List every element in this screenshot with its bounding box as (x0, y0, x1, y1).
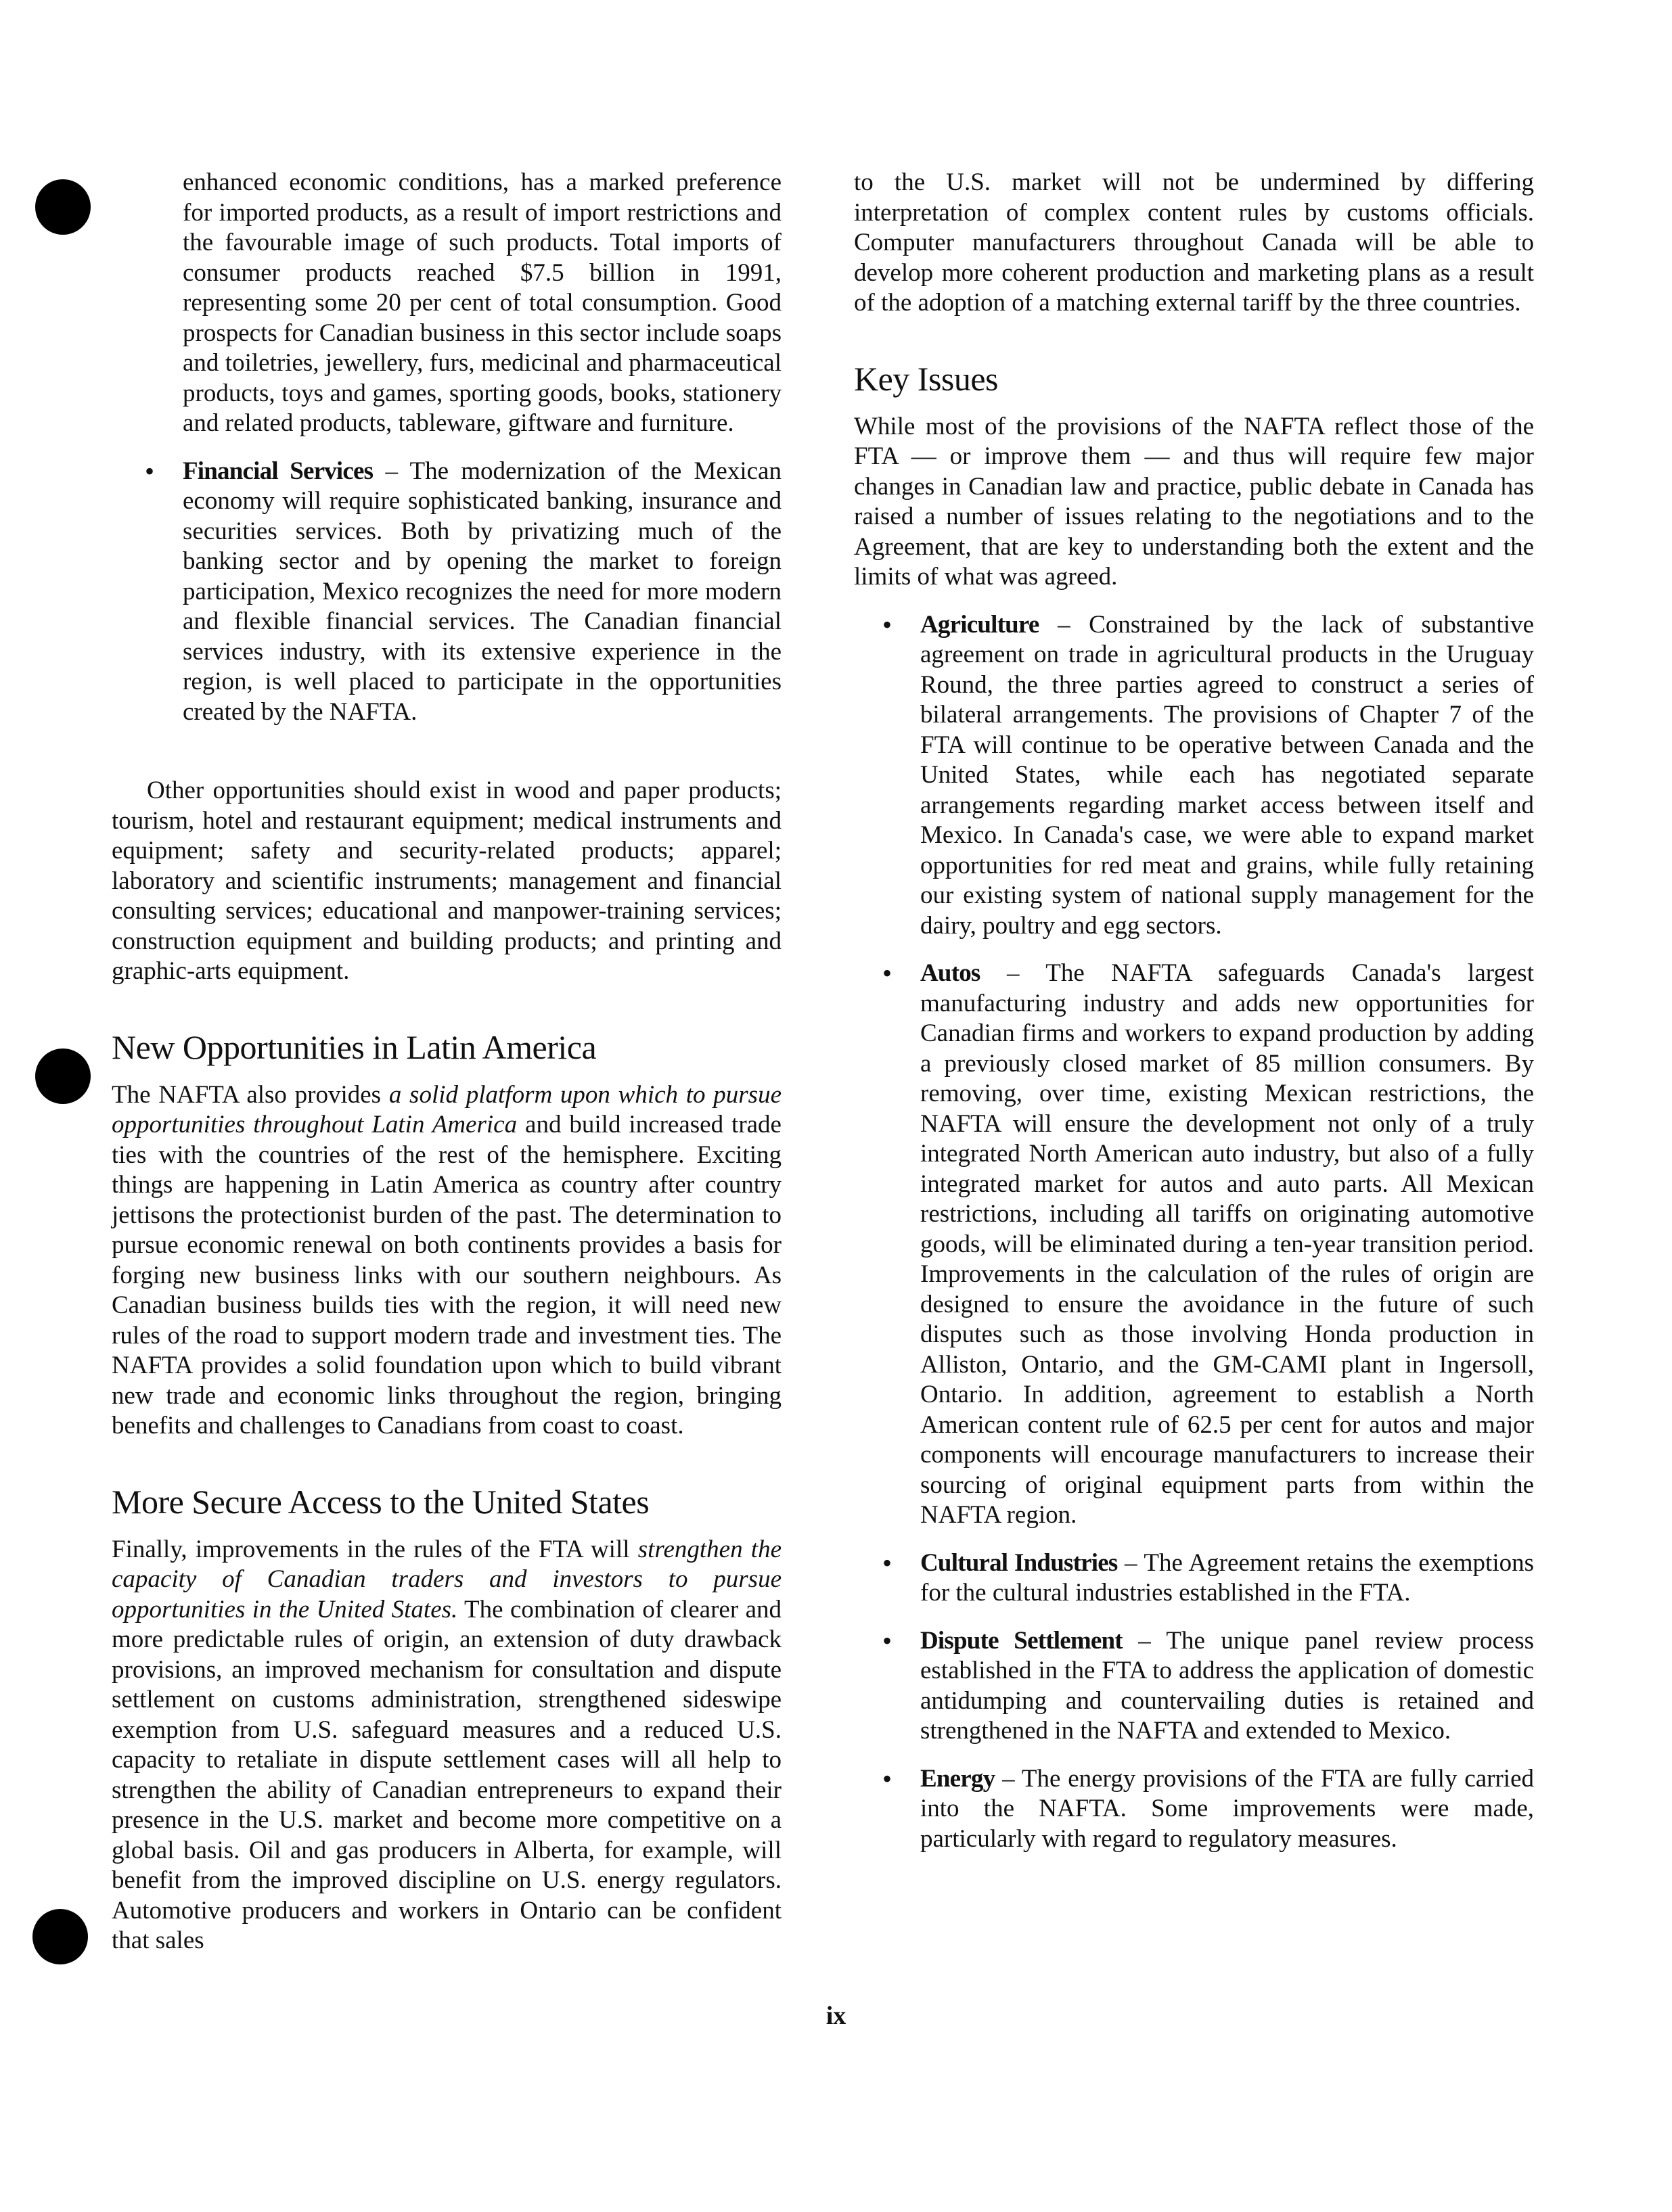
bullet-autos (920, 959, 1534, 1531)
latin-america-text-after: and build increased trade ties with the countries of the rest of the hemisphere. Exciting things are happening in Latin America as country after country jettisons the protectionist burden of the past. The determination to pursue economic renewal on both continents provides a basis for forging new business links with our southern neighbours. As Canadian business builds ties with the region, it will need new rules of the road to support modern trade and investment ties. The NAFTA provides a solid foundation upon which to build vibrant new trade and economic links throughout the region, bringing benefits and challenges to Canadians from coast to coast. (112, 1111, 782, 1439)
left-column (112, 168, 782, 1956)
united-states-paragraph (112, 1535, 782, 1956)
cultural-industries-text: – The Agreement retains the exemptions for the cultural industries established in the FTA. (920, 1548, 1534, 1607)
consumer-products-text: enhanced economic conditions, has a marked preference for imported products, as a result of import restrictions and the favourable image of such products. Total imports of consumer products reached $7.5 billion in 1991, representing some 20 per cent of total consumption. Good prospects for Canadian business in this sector include soaps and toiletries, jewellery, furs, medicinal and pharmaceutical products, toys and games, sporting goods, books, stationery and related products, tableware, giftware and furniture. (183, 168, 782, 437)
binder-hole-bottom (32, 1909, 88, 1964)
latin-america-text-before: The NAFTA also provides (112, 1080, 389, 1109)
united-states-heading: More Secure Access to the United States (112, 1482, 650, 1521)
page-number: ix (826, 2002, 846, 2030)
bullet-cultural-industries (920, 1548, 1534, 1609)
other-opportunities-paragraph: Other opportunities should exist in wood and paper products; tourism, hotel and restaurant equipment; medical instruments and equipment; safety and security-related products; apparel; laboratory and scientific instruments; management and financial consulting services; educational and manpower-training services; construction equipment and building products; and printing and graphic-arts equipment. (112, 777, 782, 985)
consumer-products-continuation (112, 168, 782, 439)
bullet-agriculture (920, 610, 1534, 942)
financial-services-lead: Financial Services (183, 457, 374, 485)
right-column (854, 168, 1534, 1872)
latin-america-heading: New Opportunities in Latin America (112, 1028, 597, 1066)
agriculture-text: – Constrained by the lack of substantive agreement on trade in agricultural products in the Uruguay Round, the three parties agreed to construct a series of bilateral arrangements. The provisions of Chapter 7 of the FTA will continue to be operative between Canada and the United States, while each has negotiated separate arrangements regarding market access between itself and Mexico. In Canada's case, we were able to expand market opportunities for red meat and grains, while fully retaining our existing system of national supply management for the dairy, poultry and egg sectors. (920, 610, 1534, 940)
right-continuation-paragraph: to the U.S. market will not be undermined by differing interpretation of complex content rules by customs officials. Computer manufacturers throughout Canada will be able to develop more coherent production and marketing plans as a result of the adoption of a matching external tariff by the three countries. (854, 168, 1534, 317)
united-states-text-after: The combination of clearer and more predictable rules of origin, an extension of duty drawback provisions, an improved mechanism for consultation and dispute settlement on customs administration, strengthened sideswipe exemption from U.S. safeguard measures and a reduced U.S. capacity to retaliate in dispute settlement cases will all help to strengthen the ability of Canadian entrepreneurs to expand their presence in the U.S. market and become more competitive on a global basis. Oil and gas producers in Alberta, for example, will benefit from the improved discipline on U.S. energy regulators. Automotive producers and workers in Ontario can be confident that sales (112, 1595, 782, 1954)
key-issues-heading: Key Issues (854, 359, 999, 398)
united-states-text-before: Finally, improvements in the rules of the FTA will (112, 1535, 638, 1563)
dispute-settlement-lead: Dispute Settlement (920, 1626, 1123, 1655)
autos-lead: Autos (920, 959, 980, 987)
binder-hole-top (35, 179, 91, 235)
latin-america-emphasis: a solid platform upon which to pursue opportunities throughout Latin America (112, 1080, 782, 1138)
bullet-energy (920, 1764, 1534, 1855)
key-issues-list (854, 610, 1534, 1855)
bullet-financial-services (183, 457, 782, 728)
agriculture-lead: Agriculture (920, 610, 1039, 639)
cultural-industries-lead: Cultural Industries (920, 1548, 1118, 1577)
latin-america-paragraph (112, 1080, 782, 1442)
energy-text: – The energy provisions of the FTA are fully carried into the NAFTA. Some improvements were made, particularly with regard to regulatory measures. (920, 1764, 1534, 1853)
dispute-settlement-text: – The unique panel review process established in the FTA to address the application of domestic antidumping and countervailing duties is retained and strengthened in the NAFTA and extended to Mexico. (920, 1626, 1535, 1745)
binder-hole-middle (35, 1049, 91, 1104)
united-states-emphasis: strengthen the capacity of Canadian traders and investors to pursue opportunities in the United States. (112, 1535, 782, 1623)
bullet-dispute-settlement (920, 1626, 1534, 1747)
autos-text: – The NAFTA safeguards Canada's largest manufacturing industry and adds new opportunities for Canadian firms and workers to expand production by adding a previously closed market of 85 million consumers. By removing, over time, existing Mexican restrictions, the NAFTA will ensure the development not only of a truly integrated North American auto industry, but also of a fully integrated market for autos and auto parts. All Mexican restrictions, including all tariffs on originating automotive goods, will be eliminated during a ten-year transition period. Improvements in the calculation of the rules of origin are designed to ensure the avoidance in the future of such disputes such as those involving Honda production in Alliston, Ontario, and the GM-CAMI plant in Ingersoll, Ontario. In addition, agreement to establish a North American content rule of 62.5 per cent for autos and major components will encourage manufacturers to increase their sourcing of original equipment parts from within the NAFTA region. (920, 959, 1534, 1529)
left-bullet-list (112, 457, 782, 728)
energy-lead: Energy (920, 1764, 995, 1793)
key-issues-intro: While most of the provisions of the NAFTA reflect those of the FTA — or improve them — and thus will require few major changes in Canadian law and practice, public debate in Canada has raised a number of issues relating to the negotiations and to the Agreement, that are key to understanding both the extent and the limits of what was agreed. (854, 412, 1534, 591)
financial-services-text: – The modernization of the Mexican economy will require sophisticated banking, insurance and securities services. Both by privatizing much of the banking sector and by opening the market to foreign participation, Mexico recognizes the need for more modern and flexible financial services. The Canadian financial services industry, with its extensive experience in the region, is well placed to participate in the opportunities created by the NAFTA. (183, 457, 782, 726)
